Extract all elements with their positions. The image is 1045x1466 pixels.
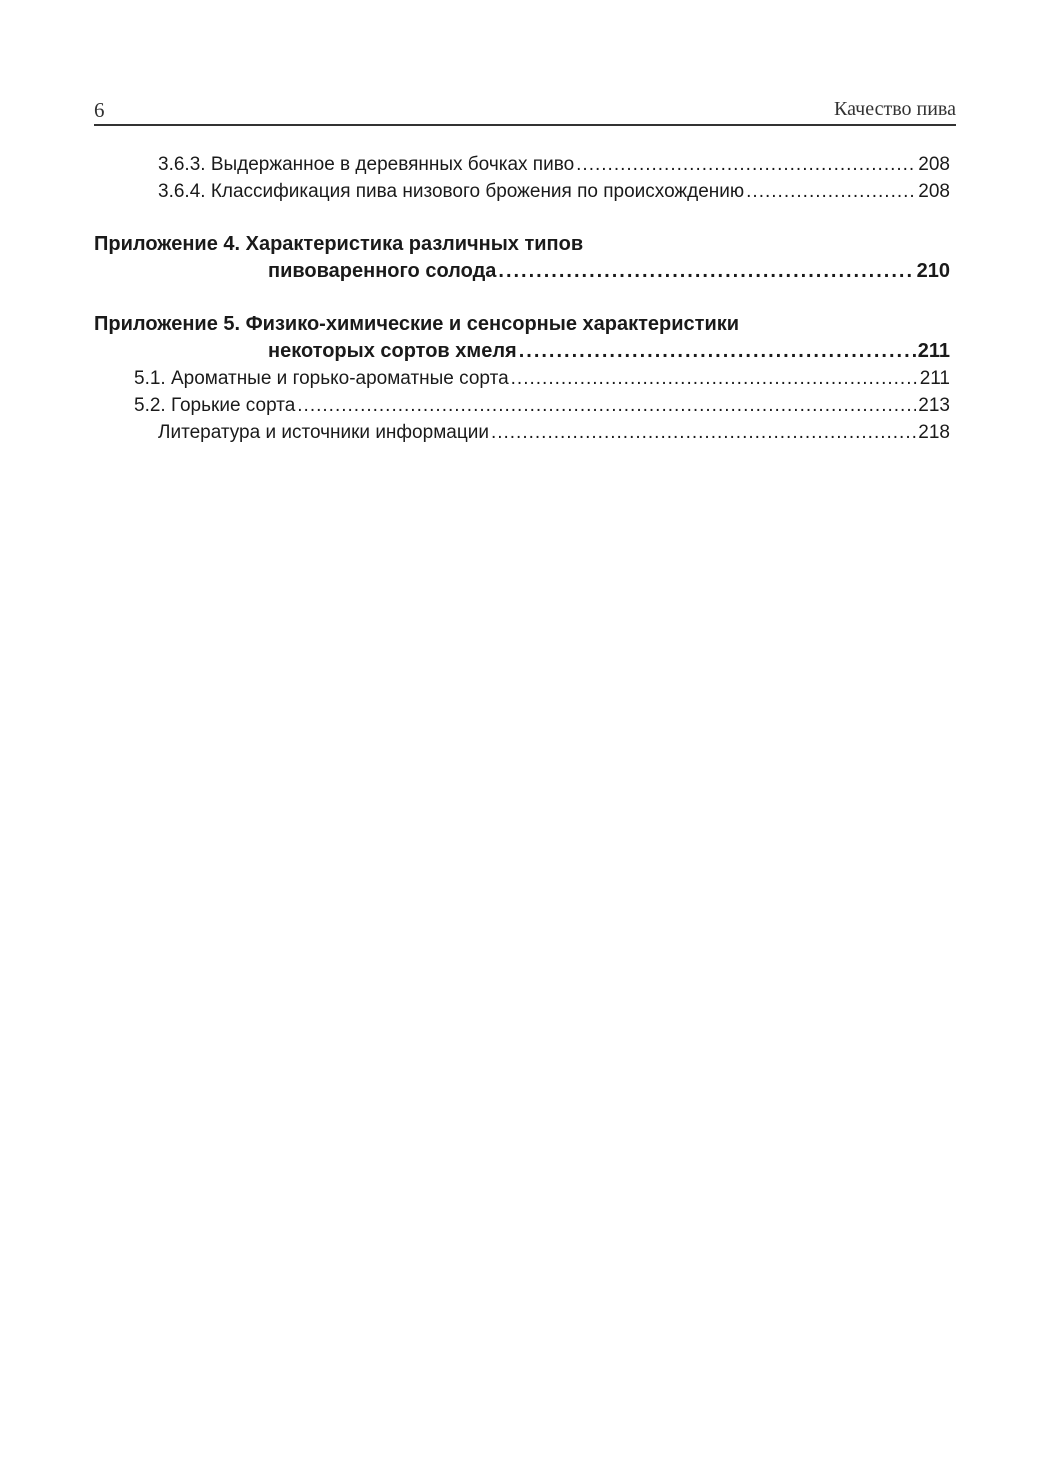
- table-of-contents: [94, 151, 950, 446]
- toc-leader-dots: [498, 258, 914, 285]
- toc-entry-page: 208: [918, 181, 950, 202]
- toc-entry-page: 213: [918, 395, 950, 416]
- toc-leader-dots: [576, 151, 916, 178]
- toc-entry-page: 211: [919, 368, 950, 389]
- toc-entry-3-6-4: [94, 178, 950, 205]
- toc-appendix-4: [94, 231, 950, 285]
- toc-entry-page: 211: [917, 340, 950, 362]
- running-title: Качество пива: [834, 98, 956, 120]
- toc-entry-page: 208: [918, 154, 950, 175]
- toc-entry-title: 3.6.3. Выдержанное в деревянных бочках пиво: [158, 154, 575, 175]
- toc-entry-literature: [94, 419, 950, 446]
- toc-appendix-title: Приложение 4. Характеристика различных типов: [94, 233, 584, 255]
- toc-entry-title: 5.2. Горькие сорта: [134, 395, 296, 416]
- toc-entry-page: 210: [916, 260, 950, 282]
- toc-appendix-continuation: [94, 258, 950, 285]
- page-number: 6: [94, 98, 105, 122]
- toc-entry-title: 5.1. Ароматные и горько-ароматные сорта: [134, 368, 509, 389]
- toc-appendix-continuation: [94, 338, 950, 365]
- toc-entry-page: 218: [918, 422, 950, 443]
- toc-entry-5-2: [94, 392, 950, 419]
- toc-leader-dots: [297, 392, 916, 419]
- toc-appendix-title: Приложение 5. Физико-химические и сенсорные характеристики: [94, 313, 740, 335]
- toc-leader-dots: [491, 419, 916, 446]
- toc-appendix-5: [94, 311, 950, 365]
- toc-leader-dots: [511, 365, 918, 392]
- toc-entry-title: Литература и источники информации: [158, 422, 489, 443]
- toc-leader-dots: [519, 338, 916, 365]
- toc-entry-title: 3.6.4. Классификация пива низового брожения по происхождению: [158, 181, 745, 202]
- page-header: [94, 96, 956, 126]
- toc-leader-dots: [746, 178, 916, 205]
- toc-entry-5-1: [94, 365, 950, 392]
- toc-appendix-title-cont: пивоваренного солода: [268, 260, 497, 282]
- toc-appendix-title-cont: некоторых сортов хмеля: [268, 340, 517, 362]
- toc-entry-3-6-3: [94, 151, 950, 178]
